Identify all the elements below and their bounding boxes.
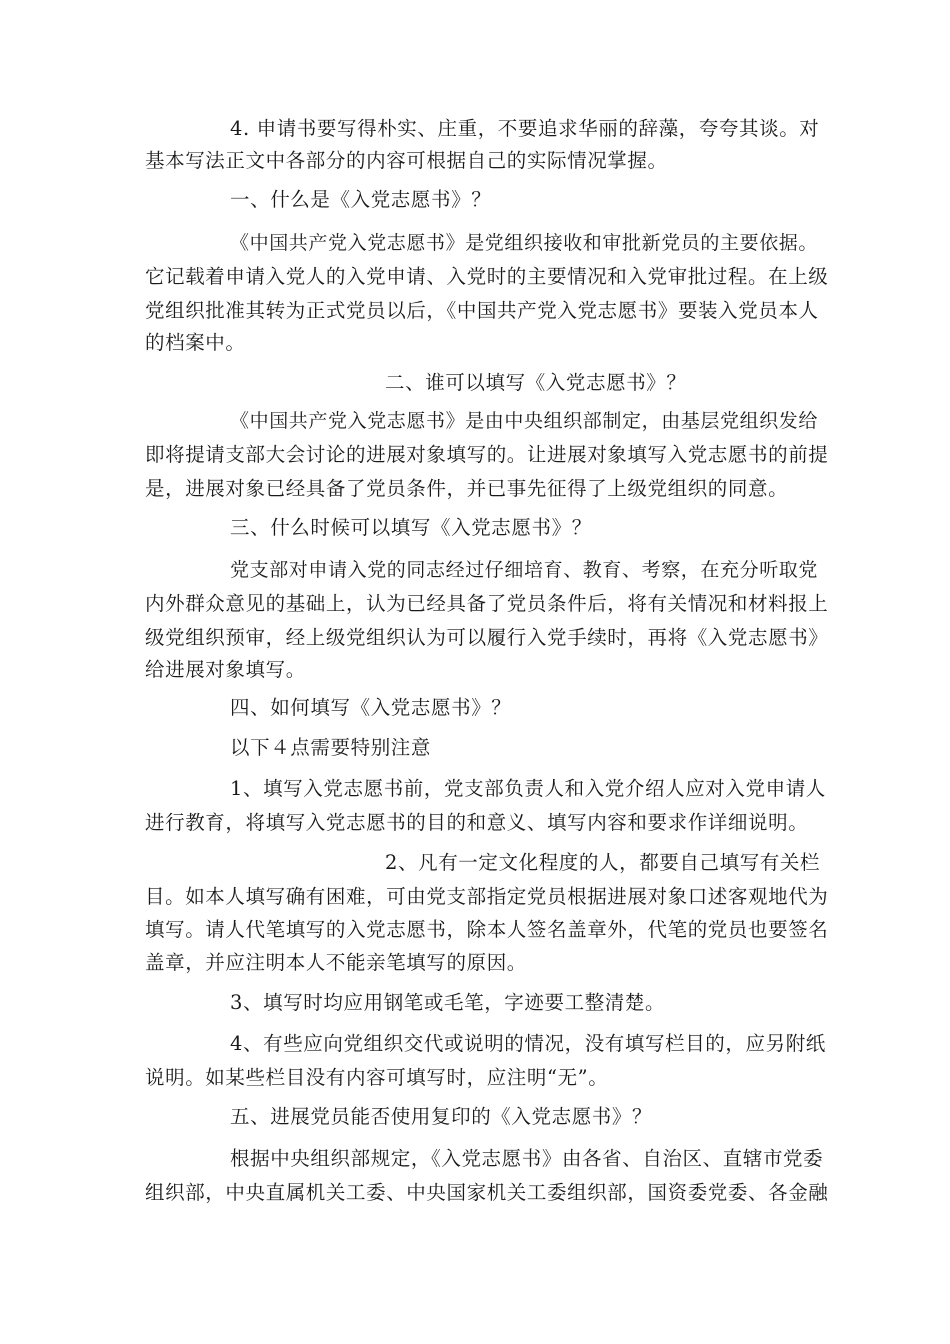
paragraph-line: 填写。请人代笔填写的入党志愿书，除本人签名盖章外，代笔的党员也要签名 [145, 918, 829, 941]
paragraph-line: 的档案中。 [145, 331, 246, 354]
paragraph-line: 给进展对象填写。 [145, 658, 306, 681]
paragraph-line: 盖章，并应注明本人不能亲笔填写的原因。 [145, 951, 527, 974]
paragraph-line: 4. 申请书要写得朴实、庄重，不要追求华丽的辞藻，夸夸其谈。对 [230, 117, 820, 140]
paragraph-line: 《中国共产党入党志愿书》是由中央组织部制定，由基层党组织发给 [230, 410, 819, 432]
section-heading: 五、进展党员能否使用复印的《入党志愿书》？ [230, 1105, 653, 1128]
paragraph-line: 1、填写入党志愿书前，党支部负责人和入党介绍人应对入党申请人 [230, 777, 826, 800]
paragraph-line: 说明。如某些栏目没有内容可填写时，应注明“无”。 [145, 1066, 609, 1089]
paragraph-line: 进行教育，将填写入党志愿书的目的和意义、填写内容和要求作详细说明。 [145, 811, 809, 834]
paragraph-line: 内外群众意见的基础上，认为已经具备了党员条件后，将有关情况和材料报上 [145, 592, 829, 615]
section-heading: 三、什么时候可以填写《入党志愿书》？ [230, 516, 592, 539]
paragraph-line: 组织部，中央直属机关工委、中央国家机关工委组织部，国资委党委、各金融 [145, 1181, 829, 1204]
section-heading: 一、什么是《入党志愿书》？ [230, 188, 492, 211]
paragraph-line: 它记载着申请入党人的入党申请、入党时的主要情况和入党审批过程。在上级 [145, 265, 829, 288]
paragraph-line: 根据中央组织部规定，《入党志愿书》由各省、自治区、直辖市党委 [230, 1147, 824, 1170]
paragraph-line: 《中国共产党入党志愿书》是党组织接收和审批新党员的主要依据。 [230, 232, 819, 254]
paragraph-line: 级党组织预审，经上级党组织认为可以履行入党手续时，再将《入党志愿书》 [145, 626, 829, 649]
paragraph-line: 4、有些应向党组织交代或说明的情况，没有填写栏目的，应另附纸 [230, 1032, 826, 1055]
paragraph-line: 目。如本人填写确有困难，可由党支部指定党员根据进展对象口述客观地代为 [145, 885, 829, 908]
paragraph-line: 党组织批准其转为正式党员以后，《中国共产党入党志愿书》要装入党员本人 [145, 299, 819, 322]
paragraph-line: 党支部对申请入党的同志经过仔细培育、教育、考察，在充分听取党 [230, 559, 819, 581]
section-heading: 四、如何填写《入党志愿书》？ [230, 696, 512, 719]
paragraph-line: 以下４点需要特别注意 [230, 736, 432, 759]
paragraph-line: 基本写法正文中各部分的内容可根据自己的实际情况掌握。 [145, 149, 668, 172]
section-heading: 二、谁可以填写《入党志愿书》？ [385, 371, 687, 394]
paragraph-line: 是，进展对象已经具备了党员条件，并已事先征得了上级党组织的同意。 [145, 477, 789, 500]
paragraph-line: 2、凡有一定文化程度的人，都要自己填写有关栏 [385, 851, 821, 874]
paragraph-line: 3、填写时均应用钢笔或毛笔，字迹要工整清楚。 [230, 991, 666, 1014]
paragraph-line: 即将提请支部大会讨论的进展对象填写的。让进展对象填写入党志愿书的前提 [145, 443, 829, 466]
